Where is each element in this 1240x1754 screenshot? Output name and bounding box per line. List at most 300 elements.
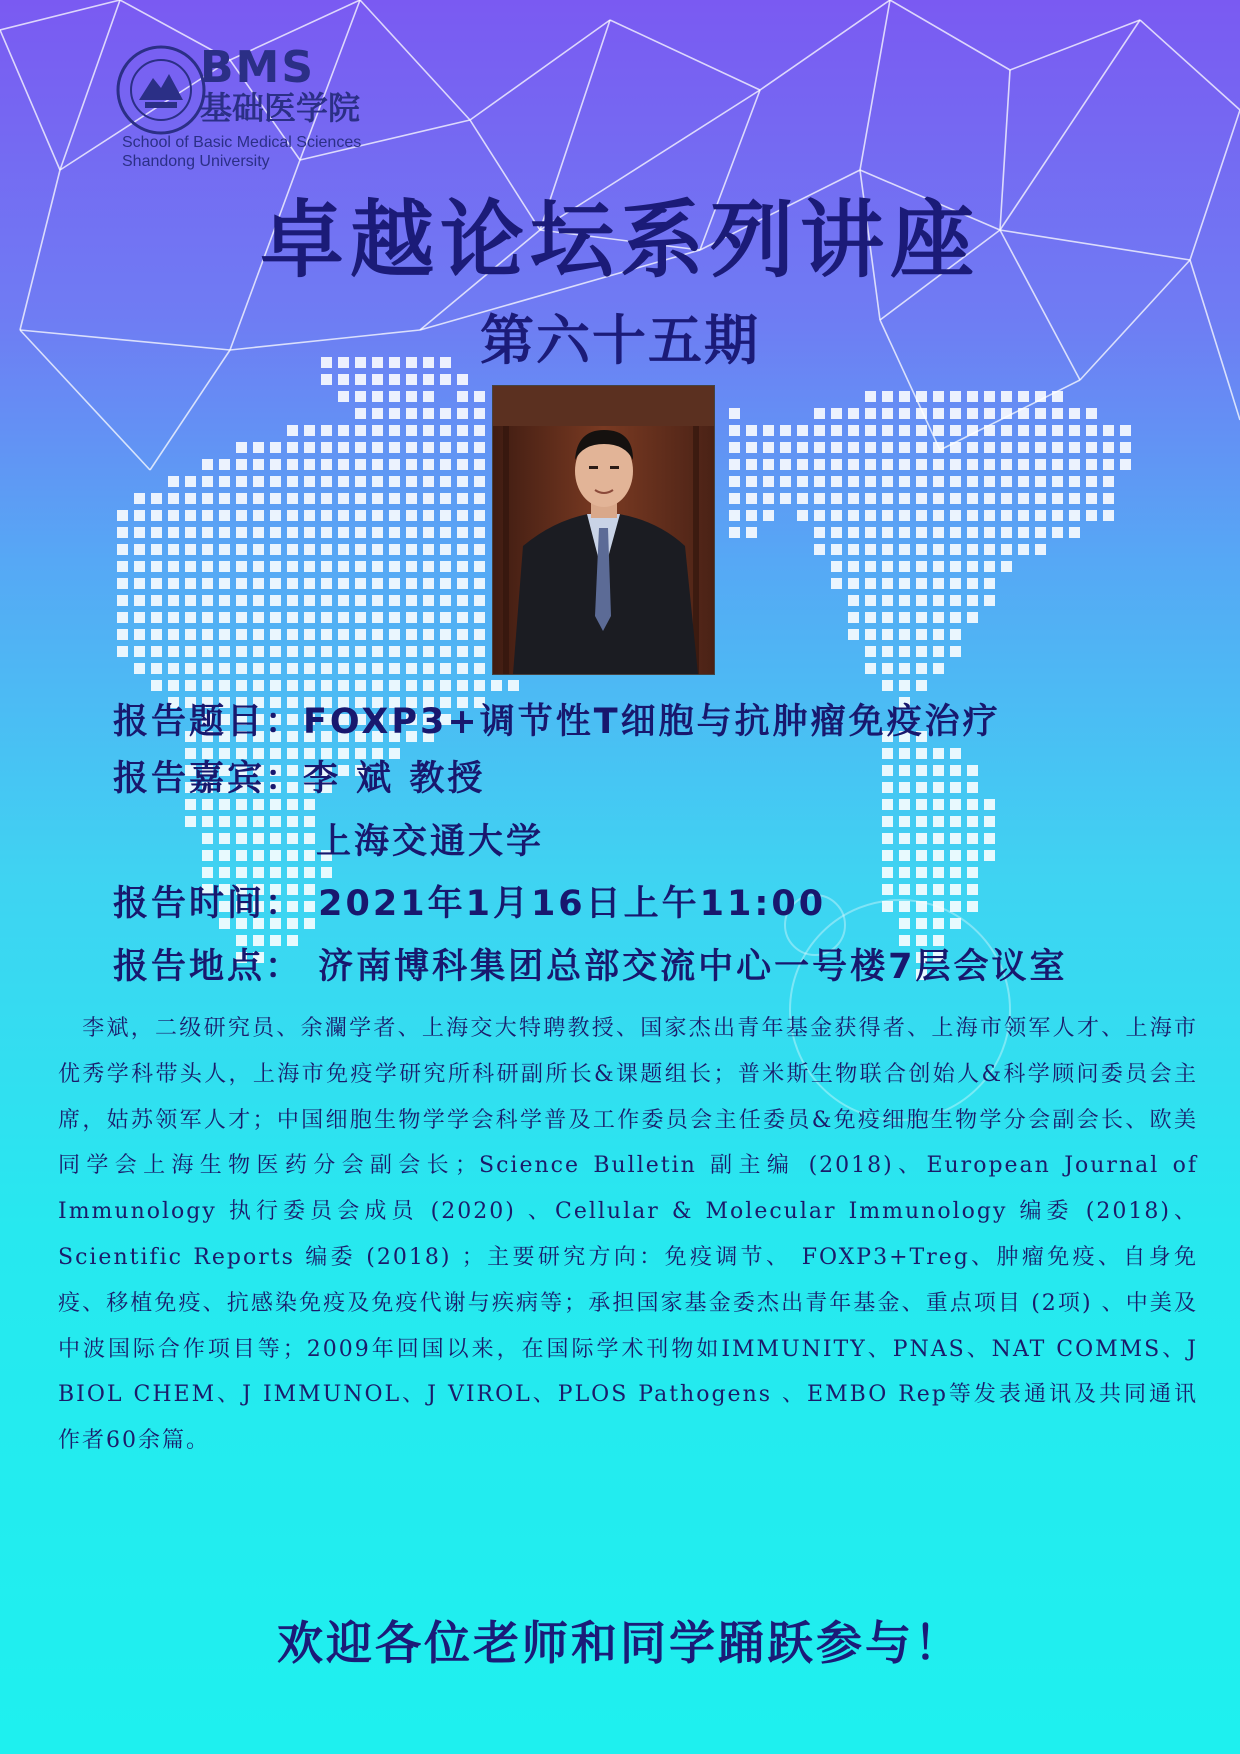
map-dot	[729, 476, 740, 487]
map-dot	[389, 680, 400, 691]
map-dot	[950, 629, 961, 640]
map-dot	[202, 595, 213, 606]
map-dot	[1086, 476, 1097, 487]
map-dot	[406, 561, 417, 572]
map-dot	[746, 493, 757, 504]
map-dot	[440, 476, 451, 487]
map-dot	[287, 493, 298, 504]
map-dot	[882, 629, 893, 640]
map-dot	[304, 816, 315, 827]
map-dot	[389, 578, 400, 589]
map-dot	[1035, 425, 1046, 436]
map-dot	[984, 442, 995, 453]
map-dot	[219, 578, 230, 589]
map-dot	[440, 459, 451, 470]
map-dot	[355, 408, 366, 419]
map-dot	[865, 425, 876, 436]
map-dot	[372, 578, 383, 589]
map-dot	[253, 850, 264, 861]
map-dot	[372, 646, 383, 657]
map-dot	[219, 629, 230, 640]
map-dot	[916, 884, 927, 895]
map-dot	[270, 595, 281, 606]
map-dot	[899, 408, 910, 419]
map-dot	[423, 612, 434, 623]
map-dot	[440, 544, 451, 555]
map-dot	[440, 663, 451, 674]
network-line	[60, 0, 120, 170]
map-dot	[933, 765, 944, 776]
map-dot	[457, 391, 468, 402]
map-dot	[797, 510, 808, 521]
map-dot	[1103, 493, 1114, 504]
map-dot	[967, 442, 978, 453]
map-dot	[916, 408, 927, 419]
map-dot	[219, 612, 230, 623]
map-dot	[763, 493, 774, 504]
map-dot	[236, 510, 247, 521]
map-dot	[304, 867, 315, 878]
map-dot	[304, 476, 315, 487]
map-dot	[457, 510, 468, 521]
map-dot	[780, 459, 791, 470]
map-dot	[270, 867, 281, 878]
map-dot	[899, 850, 910, 861]
map-dot	[270, 578, 281, 589]
map-dot	[236, 442, 247, 453]
map-dot	[1103, 476, 1114, 487]
map-dot	[304, 595, 315, 606]
map-dot	[1018, 493, 1029, 504]
map-dot	[202, 510, 213, 521]
map-dot	[865, 527, 876, 538]
map-dot	[457, 578, 468, 589]
map-dot	[287, 544, 298, 555]
map-dot	[916, 646, 927, 657]
map-dot	[321, 867, 332, 878]
map-dot	[372, 476, 383, 487]
map-dot	[338, 646, 349, 657]
map-dot	[389, 527, 400, 538]
map-dot	[202, 527, 213, 538]
map-dot	[1035, 408, 1046, 419]
map-dot	[882, 442, 893, 453]
map-dot	[406, 544, 417, 555]
map-dot	[916, 561, 927, 572]
map-dot	[202, 816, 213, 827]
map-dot	[882, 561, 893, 572]
map-dot	[933, 663, 944, 674]
map-dot	[321, 612, 332, 623]
map-dot	[338, 374, 349, 385]
map-dot	[1001, 476, 1012, 487]
report-guest: 报告嘉宾：李 斌 教授	[113, 759, 486, 799]
university-seal-icon	[115, 44, 207, 136]
map-dot	[967, 799, 978, 810]
map-dot	[1052, 408, 1063, 419]
map-dot	[984, 510, 995, 521]
map-dot	[474, 612, 485, 623]
map-dot	[117, 527, 128, 538]
map-dot	[1001, 493, 1012, 504]
map-dot	[304, 663, 315, 674]
map-dot	[355, 578, 366, 589]
map-dot	[219, 493, 230, 504]
map-dot	[338, 612, 349, 623]
map-dot	[253, 663, 264, 674]
map-dot	[304, 578, 315, 589]
map-dot	[1086, 425, 1097, 436]
map-dot	[440, 578, 451, 589]
map-dot	[967, 544, 978, 555]
map-dot	[202, 561, 213, 572]
map-dot	[933, 782, 944, 793]
network-line	[860, 0, 890, 170]
report-time: 报告时间： 2021年1月16日上午11:00	[113, 884, 827, 924]
map-dot	[729, 493, 740, 504]
map-dot	[1052, 459, 1063, 470]
map-dot	[338, 459, 349, 470]
map-dot	[780, 442, 791, 453]
map-dot	[321, 476, 332, 487]
map-dot	[916, 816, 927, 827]
map-dot	[967, 765, 978, 776]
map-dot	[967, 595, 978, 606]
map-dot	[1018, 391, 1029, 402]
map-dot	[763, 476, 774, 487]
map-dot	[933, 867, 944, 878]
map-dot	[474, 561, 485, 572]
map-dot	[899, 765, 910, 776]
map-dot	[440, 442, 451, 453]
map-dot	[117, 561, 128, 572]
map-dot	[1001, 459, 1012, 470]
map-dot	[1018, 476, 1029, 487]
network-line	[610, 20, 760, 90]
map-dot	[882, 544, 893, 555]
map-dot	[950, 816, 961, 827]
map-dot	[253, 578, 264, 589]
map-dot	[423, 595, 434, 606]
map-dot	[423, 476, 434, 487]
map-dot	[865, 646, 876, 657]
map-dot	[848, 459, 859, 470]
map-dot	[882, 833, 893, 844]
map-dot	[474, 408, 485, 419]
map-dot	[967, 476, 978, 487]
poster-title: 卓越论坛系列讲座	[259, 191, 980, 289]
map-dot	[882, 391, 893, 402]
map-dot	[134, 578, 145, 589]
map-dot	[967, 578, 978, 589]
map-dot	[1001, 391, 1012, 402]
map-dot	[117, 595, 128, 606]
map-dot	[355, 629, 366, 640]
map-dot	[746, 425, 757, 436]
map-dot	[372, 527, 383, 538]
map-dot	[406, 425, 417, 436]
map-dot	[321, 544, 332, 555]
map-dot	[1086, 493, 1097, 504]
map-dot	[151, 578, 162, 589]
map-dot	[321, 459, 332, 470]
map-dot	[950, 901, 961, 912]
map-dot	[270, 459, 281, 470]
map-dot	[321, 493, 332, 504]
map-dot	[406, 493, 417, 504]
map-dot	[372, 663, 383, 674]
map-dot	[185, 527, 196, 538]
map-dot	[457, 680, 468, 691]
map-dot	[304, 629, 315, 640]
map-dot	[865, 476, 876, 487]
map-dot	[950, 799, 961, 810]
map-dot	[253, 459, 264, 470]
map-dot	[1086, 459, 1097, 470]
map-dot	[287, 629, 298, 640]
map-dot	[372, 442, 383, 453]
map-dot	[151, 510, 162, 521]
map-dot	[321, 442, 332, 453]
map-dot	[287, 663, 298, 674]
map-dot	[321, 646, 332, 657]
map-dot	[865, 578, 876, 589]
map-dot	[372, 629, 383, 640]
map-dot	[882, 799, 893, 810]
network-line	[360, 0, 470, 120]
map-dot	[321, 374, 332, 385]
map-dot	[865, 408, 876, 419]
map-dot	[865, 493, 876, 504]
map-dot	[882, 867, 893, 878]
map-dot	[899, 629, 910, 640]
map-dot	[950, 561, 961, 572]
map-dot	[814, 510, 825, 521]
map-dot	[185, 544, 196, 555]
map-dot	[848, 408, 859, 419]
map-dot	[219, 544, 230, 555]
map-dot	[474, 629, 485, 640]
map-dot	[372, 612, 383, 623]
map-dot	[338, 510, 349, 521]
map-dot	[848, 544, 859, 555]
map-dot	[202, 867, 213, 878]
map-dot	[338, 527, 349, 538]
map-dot	[406, 510, 417, 521]
map-dot	[916, 918, 927, 929]
map-dot	[831, 459, 842, 470]
map-dot	[882, 476, 893, 487]
map-dot	[950, 850, 961, 861]
map-dot	[457, 459, 468, 470]
map-dot	[168, 612, 179, 623]
map-dot	[814, 493, 825, 504]
map-dot	[219, 680, 230, 691]
map-dot	[338, 544, 349, 555]
map-dot	[1069, 476, 1080, 487]
map-dot	[933, 578, 944, 589]
map-dot	[287, 459, 298, 470]
map-dot	[967, 901, 978, 912]
map-dot	[882, 425, 893, 436]
map-dot	[899, 748, 910, 759]
map-dot	[134, 629, 145, 640]
map-dot	[389, 391, 400, 402]
map-dot	[984, 850, 995, 861]
map-dot	[916, 782, 927, 793]
map-dot	[304, 493, 315, 504]
map-dot	[389, 510, 400, 521]
map-dot	[984, 816, 995, 827]
map-dot	[219, 663, 230, 674]
map-dot	[440, 680, 451, 691]
map-dot	[389, 493, 400, 504]
map-dot	[916, 680, 927, 691]
map-dot	[933, 493, 944, 504]
map-dot	[865, 595, 876, 606]
map-dot	[406, 408, 417, 419]
map-dot	[219, 459, 230, 470]
map-dot	[406, 612, 417, 623]
map-dot	[236, 595, 247, 606]
map-dot	[236, 459, 247, 470]
map-dot	[933, 561, 944, 572]
map-dot	[848, 629, 859, 640]
network-line	[1010, 20, 1140, 70]
map-dot	[848, 527, 859, 538]
map-dot	[117, 612, 128, 623]
map-dot	[831, 442, 842, 453]
map-dot	[389, 629, 400, 640]
map-dot	[933, 646, 944, 657]
map-dot	[984, 544, 995, 555]
map-dot	[440, 612, 451, 623]
map-dot	[202, 459, 213, 470]
map-dot	[882, 748, 893, 759]
map-dot	[372, 425, 383, 436]
map-dot	[270, 663, 281, 674]
map-dot	[899, 833, 910, 844]
map-dot	[253, 493, 264, 504]
map-dot	[185, 612, 196, 623]
map-dot	[899, 867, 910, 878]
map-dot	[865, 561, 876, 572]
map-dot	[1035, 442, 1046, 453]
map-dot	[202, 578, 213, 589]
map-dot	[389, 612, 400, 623]
map-dot	[882, 680, 893, 691]
map-dot	[389, 459, 400, 470]
map-dot	[253, 833, 264, 844]
map-dot	[984, 799, 995, 810]
map-dot	[355, 442, 366, 453]
map-dot	[202, 544, 213, 555]
map-dot	[355, 476, 366, 487]
map-dot	[338, 663, 349, 674]
map-dot	[916, 595, 927, 606]
map-dot	[1103, 442, 1114, 453]
map-dot	[899, 578, 910, 589]
map-dot	[865, 629, 876, 640]
map-dot	[984, 391, 995, 402]
map-dot	[270, 833, 281, 844]
map-dot	[916, 510, 927, 521]
map-dot	[219, 561, 230, 572]
map-dot	[882, 901, 893, 912]
map-dot	[950, 493, 961, 504]
map-dot	[134, 646, 145, 657]
map-dot	[950, 578, 961, 589]
map-dot	[355, 391, 366, 402]
map-dot	[950, 748, 961, 759]
map-dot	[746, 442, 757, 453]
map-dot	[304, 850, 315, 861]
map-dot	[967, 833, 978, 844]
network-line	[760, 0, 890, 90]
map-dot	[1035, 459, 1046, 470]
map-dot	[406, 578, 417, 589]
network-line	[1140, 20, 1240, 110]
map-dot	[950, 833, 961, 844]
report-location: 报告地点： 济南博科集团总部交流中心一号楼7层会议室	[113, 947, 1068, 987]
map-dot	[151, 680, 162, 691]
map-dot	[474, 493, 485, 504]
map-dot	[253, 816, 264, 827]
welcome-message: 欢迎各位老师和同学踊跃参与！	[277, 1616, 963, 1670]
map-dot	[950, 459, 961, 470]
map-dot	[440, 408, 451, 419]
map-dot	[440, 561, 451, 572]
map-dot	[355, 510, 366, 521]
map-dot	[457, 374, 468, 385]
map-dot	[457, 476, 468, 487]
map-dot	[406, 391, 417, 402]
map-dot	[1069, 425, 1080, 436]
map-dot	[117, 646, 128, 657]
map-dot	[899, 646, 910, 657]
map-dot	[899, 459, 910, 470]
map-dot	[236, 629, 247, 640]
map-dot	[202, 646, 213, 657]
map-dot	[1018, 425, 1029, 436]
map-dot	[967, 425, 978, 436]
map-dot	[1018, 544, 1029, 555]
map-dot	[984, 493, 995, 504]
map-dot	[916, 612, 927, 623]
map-dot	[967, 408, 978, 419]
map-dot	[117, 544, 128, 555]
map-dot	[950, 595, 961, 606]
map-dot	[355, 646, 366, 657]
map-dot	[899, 510, 910, 521]
map-dot	[338, 425, 349, 436]
map-dot	[236, 493, 247, 504]
map-dot	[168, 510, 179, 521]
map-dot	[729, 527, 740, 538]
map-dot	[882, 663, 893, 674]
map-dot	[1001, 544, 1012, 555]
map-dot	[134, 527, 145, 538]
map-dot	[423, 629, 434, 640]
map-dot	[984, 459, 995, 470]
map-dot	[899, 561, 910, 572]
map-dot	[168, 629, 179, 640]
map-dot	[950, 425, 961, 436]
map-dot	[151, 561, 162, 572]
map-dot	[304, 833, 315, 844]
map-dot	[185, 578, 196, 589]
map-dot	[933, 408, 944, 419]
